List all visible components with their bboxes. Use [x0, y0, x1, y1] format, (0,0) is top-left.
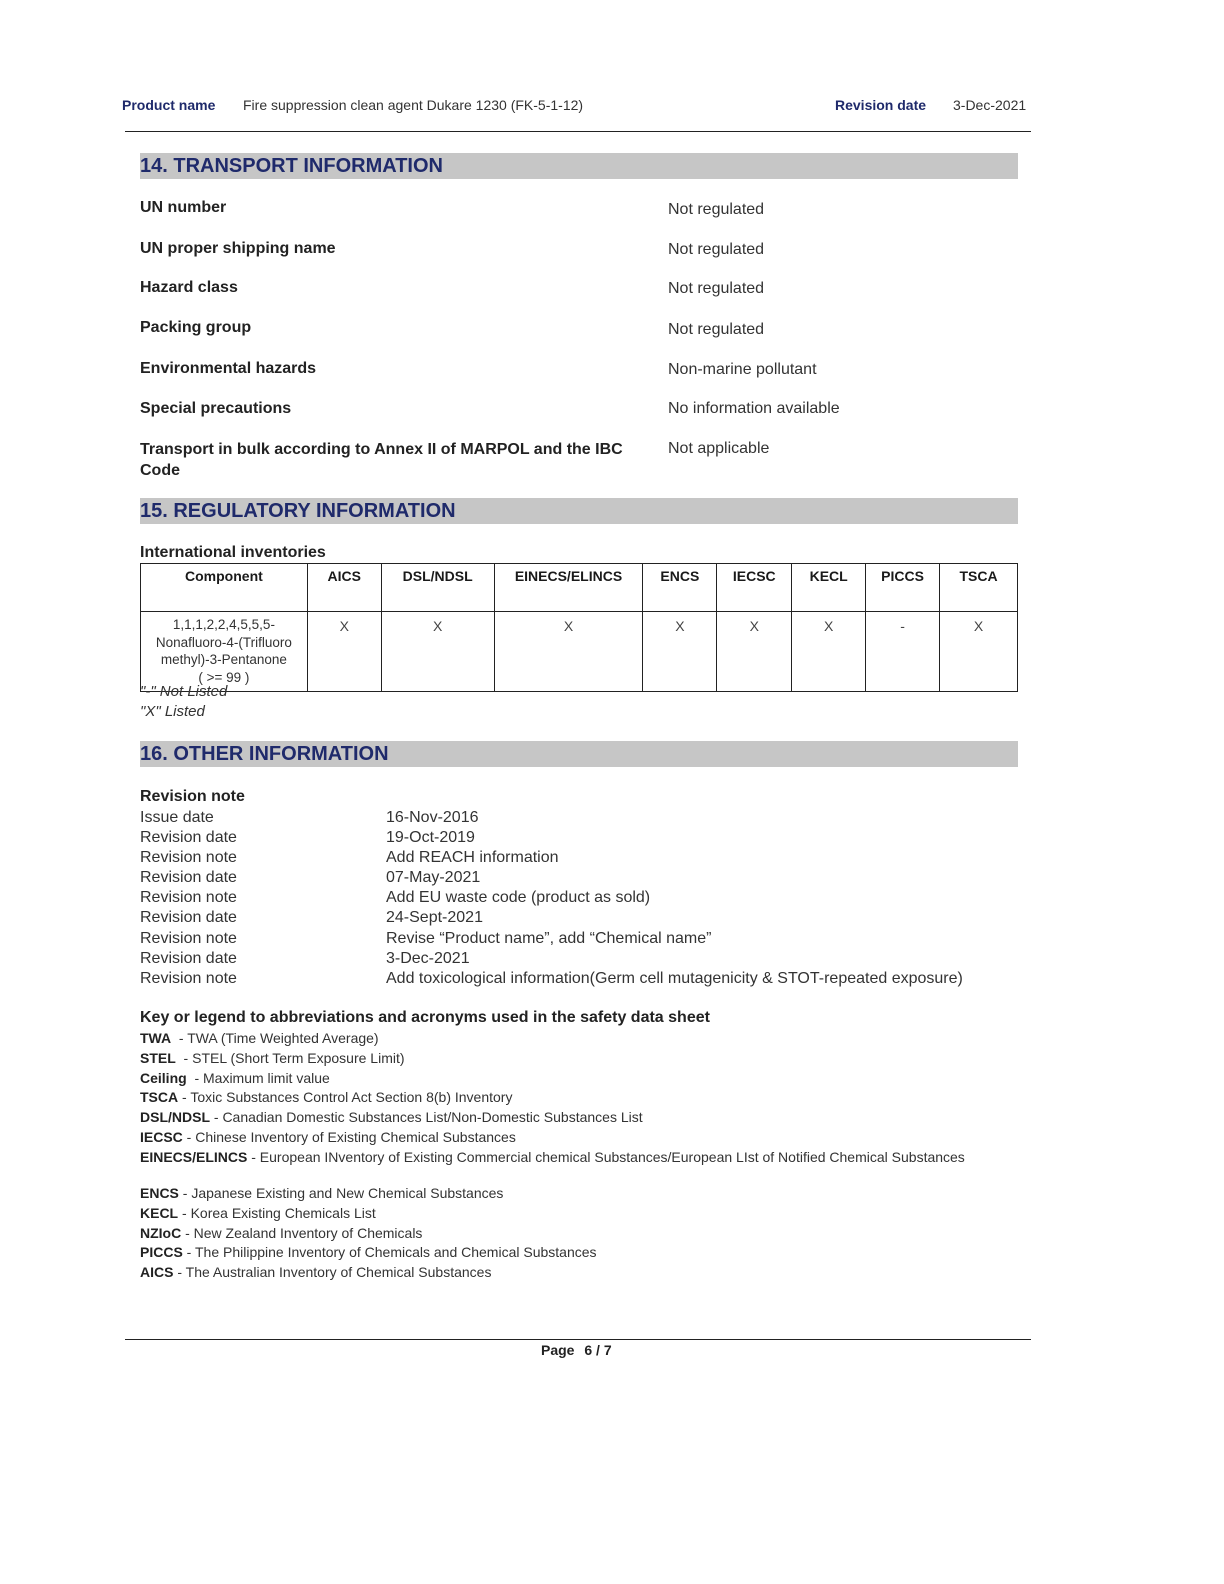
revision-label: Revision date — [140, 829, 237, 846]
component-line: ( >= 99 ) — [198, 669, 250, 685]
abbreviation-desc: - New Zealand Inventory of Chemicals — [181, 1225, 423, 1241]
legend-not-listed: "-" Not Listed — [140, 683, 228, 700]
abbreviation-term: NZIoC — [140, 1225, 182, 1241]
column-header: EINECS/ELINCS — [494, 564, 643, 612]
inventory-cell: X — [792, 612, 866, 692]
page-label: Page — [541, 1342, 575, 1358]
abbreviation-desc: - STEL (Short Term Exposure Limit) — [175, 1050, 405, 1066]
table-header-row — [141, 564, 1018, 612]
legend-listed: "X" Listed — [140, 703, 205, 720]
transport-value: Not regulated — [668, 321, 765, 338]
abbreviation-term: KECL — [140, 1205, 179, 1221]
abbreviation-item — [140, 1109, 643, 1125]
abbreviation-term: TSCA — [140, 1089, 179, 1105]
abbreviation-desc: - The Australian Inventory of Chemical Substances — [173, 1264, 492, 1280]
column-header: IECSC — [717, 564, 792, 612]
section-16-header — [140, 741, 1018, 767]
transport-label: Environmental hazards — [140, 360, 317, 377]
abbreviation-item — [140, 1089, 512, 1105]
product-name-value: Fire suppression clean agent Dukare 1230 (FK-5-1-12) — [243, 97, 584, 113]
section-15-header — [140, 498, 1018, 524]
transport-value: Not regulated — [668, 241, 765, 258]
abbreviation-desc: - TWA (Time Weighted Average) — [171, 1030, 379, 1046]
revision-date-value: 3-Dec-2021 — [953, 97, 1027, 113]
revision-label: Revision note — [140, 970, 237, 987]
component-line: Nonafluoro-4-(Trifluoro — [155, 634, 292, 650]
column-header: Component — [141, 564, 308, 612]
page-indicator — [541, 1342, 612, 1358]
revision-label: Issue date — [140, 809, 214, 826]
transport-value: Not regulated — [668, 280, 765, 297]
revision-value: Add toxicological information(Germ cell mutagenicity & STOT-repeated exposure) — [386, 970, 963, 987]
abbreviation-item — [140, 1264, 491, 1280]
revision-label: Revision note — [140, 889, 237, 906]
transport-value: Non-marine pollutant — [668, 361, 817, 378]
abbreviation-term: PICCS — [140, 1244, 183, 1260]
transport-label: Packing group — [140, 319, 252, 336]
revision-value: Add REACH information — [386, 849, 559, 866]
column-header: AICS — [307, 564, 381, 612]
revision-label: Revision date — [140, 909, 237, 926]
section-14-header — [140, 153, 1018, 179]
footer-divider — [125, 1339, 1031, 1340]
abbreviation-item — [140, 1030, 379, 1046]
transport-label: UN proper shipping name — [140, 240, 336, 257]
revision-value: Revise “Product name”, add “Chemical name” — [386, 930, 712, 947]
inventories-table — [140, 563, 1018, 692]
header-divider — [125, 131, 1031, 132]
abbreviation-item — [140, 1225, 422, 1241]
abbreviation-item — [140, 1205, 376, 1221]
revision-label: Revision note — [140, 849, 237, 866]
column-header: PICCS — [866, 564, 940, 612]
inventory-cell: X — [381, 612, 494, 692]
abbreviation-term: Ceiling — [140, 1070, 187, 1086]
abbreviation-desc: - Chinese Inventory of Existing Chemical Substances — [182, 1129, 516, 1145]
abbreviation-desc: - Japanese Existing and New Chemical Substances — [178, 1185, 504, 1201]
section-16-title: 16. OTHER INFORMATION — [140, 743, 389, 765]
transport-label: UN number — [140, 199, 227, 216]
table-row — [141, 612, 1018, 692]
revision-value: 16-Nov-2016 — [386, 809, 479, 826]
section-14-title: 14. TRANSPORT INFORMATION — [140, 155, 443, 177]
component-line: 1,1,1,2,2,4,5,5,5- — [172, 617, 275, 632]
column-header: DSL/NDSL — [381, 564, 494, 612]
inventory-cell: X — [494, 612, 643, 692]
abbreviations-heading: Key or legend to abbreviations and acronyms used in the safety data sheet — [140, 1009, 710, 1026]
abbreviation-desc: - European INventory of Existing Commercial chemical Substances/European LIst of Notified Chemical Substances — [247, 1149, 965, 1165]
abbreviation-term: IECSC — [140, 1129, 183, 1145]
abbreviation-item — [140, 1244, 597, 1260]
abbreviation-desc: - Toxic Substances Control Act Section 8(b) Inventory — [178, 1089, 513, 1105]
transport-value: No information available — [668, 400, 840, 417]
abbreviation-item — [140, 1050, 405, 1066]
transport-label: Transport in bulk according to Annex II of MARPOL and the IBC Code — [140, 441, 623, 479]
revision-label: Revision date — [140, 869, 237, 886]
inventory-cell: X — [307, 612, 381, 692]
column-header: TSCA — [940, 564, 1018, 612]
abbreviation-desc: - Maximum limit value — [186, 1070, 330, 1086]
revision-value: 24-Sept-2021 — [386, 909, 483, 926]
abbreviation-item — [140, 1185, 503, 1201]
abbreviation-desc: - The Philippine Inventory of Chemicals and Chemical Substances — [182, 1244, 597, 1260]
abbreviation-term: ENCS — [140, 1185, 179, 1201]
inventory-cell: X — [940, 612, 1018, 692]
revision-value: 3-Dec-2021 — [386, 950, 470, 967]
abbreviation-term: STEL — [140, 1050, 176, 1066]
revision-value: 07-May-2021 — [386, 869, 481, 886]
abbreviation-term: AICS — [140, 1264, 174, 1280]
transport-value: Not applicable — [668, 440, 770, 457]
abbreviation-item — [140, 1070, 330, 1086]
abbreviation-term: TWA — [140, 1030, 172, 1046]
column-header: ENCS — [643, 564, 717, 612]
column-header: KECL — [792, 564, 866, 612]
abbreviation-desc: - Canadian Domestic Substances List/Non-Domestic Substances List — [210, 1109, 643, 1125]
component-cell — [141, 612, 308, 692]
revision-value: Add EU waste code (product as sold) — [386, 889, 651, 906]
product-name-label: Product name — [122, 97, 216, 113]
inventory-cell: X — [643, 612, 717, 692]
abbreviation-term: EINECS/ELINCS — [140, 1149, 248, 1165]
transport-value: Not regulated — [668, 201, 765, 218]
abbreviation-desc: - Korea Existing Chemicals List — [178, 1205, 376, 1221]
international-inventories-title: International inventories — [140, 544, 326, 561]
revision-value: 19-Oct-2019 — [386, 829, 475, 846]
abbreviation-term: DSL/NDSL — [140, 1109, 210, 1125]
abbreviation-item — [140, 1148, 1000, 1166]
section-15-title: 15. REGULATORY INFORMATION — [140, 500, 456, 522]
transport-label: Special precautions — [140, 400, 292, 417]
inventory-cell: - — [866, 612, 940, 692]
abbreviation-item — [140, 1129, 516, 1145]
component-line: methyl)-3-Pentanone — [160, 652, 287, 667]
revision-label: Revision date — [140, 950, 237, 967]
revision-note-heading: Revision note — [140, 788, 245, 805]
transport-label: Hazard class — [140, 279, 238, 296]
revision-date-label: Revision date — [835, 97, 927, 113]
page-number: 6 / 7 — [584, 1342, 612, 1358]
inventory-cell: X — [717, 612, 792, 692]
revision-label: Revision note — [140, 930, 237, 947]
